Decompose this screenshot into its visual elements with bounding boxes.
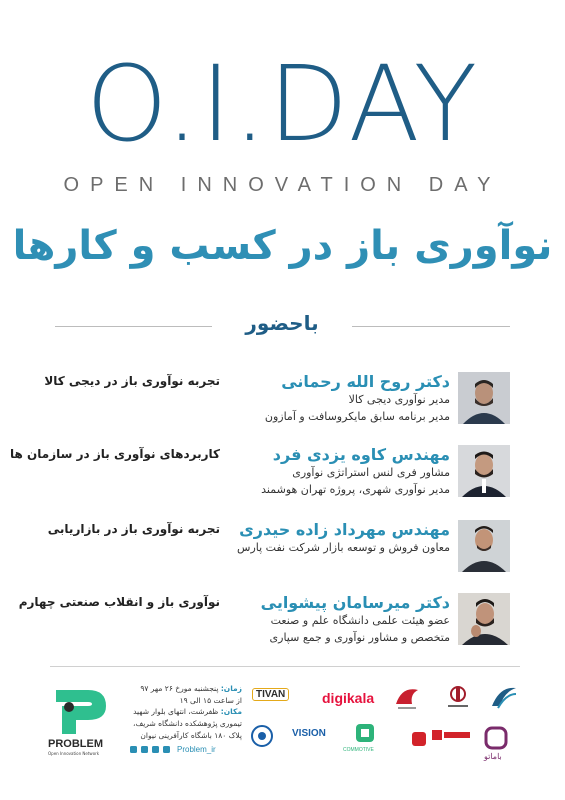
speaker-info-1	[250, 372, 450, 425]
sponsor-logo-red-box	[432, 726, 472, 755]
event-headline: نوآوری باز در کسب و کارها	[12, 223, 553, 269]
speaker-topic-2: کاربردهای نوآوری باز در سازمان ها	[10, 447, 220, 461]
sponsor-commotive: COMMOTIVE	[343, 747, 374, 753]
sponsor-bamato: باماتو	[484, 752, 502, 761]
speaker-info-4	[250, 593, 450, 646]
speaker-topic-3: تجربه نوآوری باز در بازاریابی	[47, 522, 220, 536]
place-label: مکان:	[220, 707, 242, 717]
event-place	[130, 706, 242, 741]
speaker-photo-1	[458, 372, 510, 424]
place-value: ظفرشت، انتهای بلوار شهید تیموری پژوهشکده دانشگاه شریف، پلاک ۱۸۰ باشگاه کارآفرینی نیوان	[133, 707, 242, 740]
speaker-info-2	[250, 445, 450, 498]
time-label: زمان:	[220, 684, 242, 693]
speaker-role-3a: معاون فروش و توسعه بازار شرکت نفت پارس	[237, 541, 450, 554]
sponsor-logo-emblem	[443, 683, 473, 716]
event-hours: از ساعت ۱۵ الی ۱۹	[179, 695, 242, 705]
problem-logo-text: PROBLEM	[48, 738, 103, 750]
event-time	[130, 683, 242, 695]
speaker-role-4b: متخصص و مشاور نوآوری و جمع سپاری	[269, 630, 450, 644]
speaker-role-2b: مدیر نوآوری شهری، پروژه تهران هوشمند	[261, 482, 450, 496]
sponsor-digikala: digikala	[322, 690, 375, 706]
social-links	[130, 745, 242, 754]
speaker-card-3	[0, 520, 565, 600]
speaker-name-1: دکتر روح الله رحمانی	[281, 372, 450, 391]
sponsor-logo-red-small	[410, 730, 428, 753]
speaker-topic-1: تجربه نوآوری باز در دیجی کالا	[44, 374, 220, 388]
speaker-name-3: مهندس مهرداد زاده حیدری	[239, 520, 450, 539]
sponsor-vision: VISION	[292, 728, 326, 739]
speaker-photo-4	[458, 593, 510, 645]
speaker-role-4a: عضو هیئت علمی دانشگاه علم و صنعت	[270, 614, 450, 627]
sponsor-logo-blue-wave	[490, 684, 518, 715]
sponsor-logo-bird	[392, 684, 422, 717]
sponsor-logo-commotive-icon	[354, 722, 376, 749]
speaker-name-4: دکتر میرسامان پیشوایی	[260, 593, 450, 612]
footer-divider	[50, 666, 520, 667]
speaker-topic-4: نوآوری باز و انقلاب صنعتی چهارم	[18, 595, 220, 609]
presence-label: باحضور	[212, 311, 352, 335]
linkedin-icon[interactable]	[130, 746, 137, 753]
event-title: O.I.DAY	[85, 43, 480, 165]
speaker-photo-3	[458, 520, 510, 572]
speaker-name-2: مهندس کاوه یزدی فرد	[272, 445, 450, 464]
twitter-icon[interactable]	[141, 746, 148, 753]
social-handle[interactable]: Problem_ir	[177, 745, 216, 754]
sponsor-tivan: TIVAN	[252, 688, 289, 701]
event-details	[130, 683, 242, 741]
speaker-info-3	[237, 520, 450, 557]
time-value: پنجشنبه مورخ ۲۶ مهر ۹۷	[140, 684, 219, 693]
speaker-role-2a: مشاور فری لنس استراتژی نوآوری	[292, 466, 450, 479]
speaker-role-1b: مدیر برنامه سابق مایکروسافت و آمازون	[264, 409, 450, 423]
speaker-card-4	[0, 593, 565, 673]
problem-logo-sub: Open Innovation Network	[48, 751, 100, 756]
instagram-icon[interactable]	[163, 746, 170, 753]
speaker-role-1a: مدیر نوآوری دیجی کالا	[348, 393, 450, 406]
speaker-photo-2	[458, 445, 510, 497]
speaker-card-2	[0, 445, 565, 525]
sponsor-logo-blue-round	[250, 724, 274, 753]
speaker-card-1	[0, 372, 565, 452]
event-subtitle: OPEN INNOVATION DAY	[63, 174, 502, 196]
telegram-icon[interactable]	[152, 746, 159, 753]
